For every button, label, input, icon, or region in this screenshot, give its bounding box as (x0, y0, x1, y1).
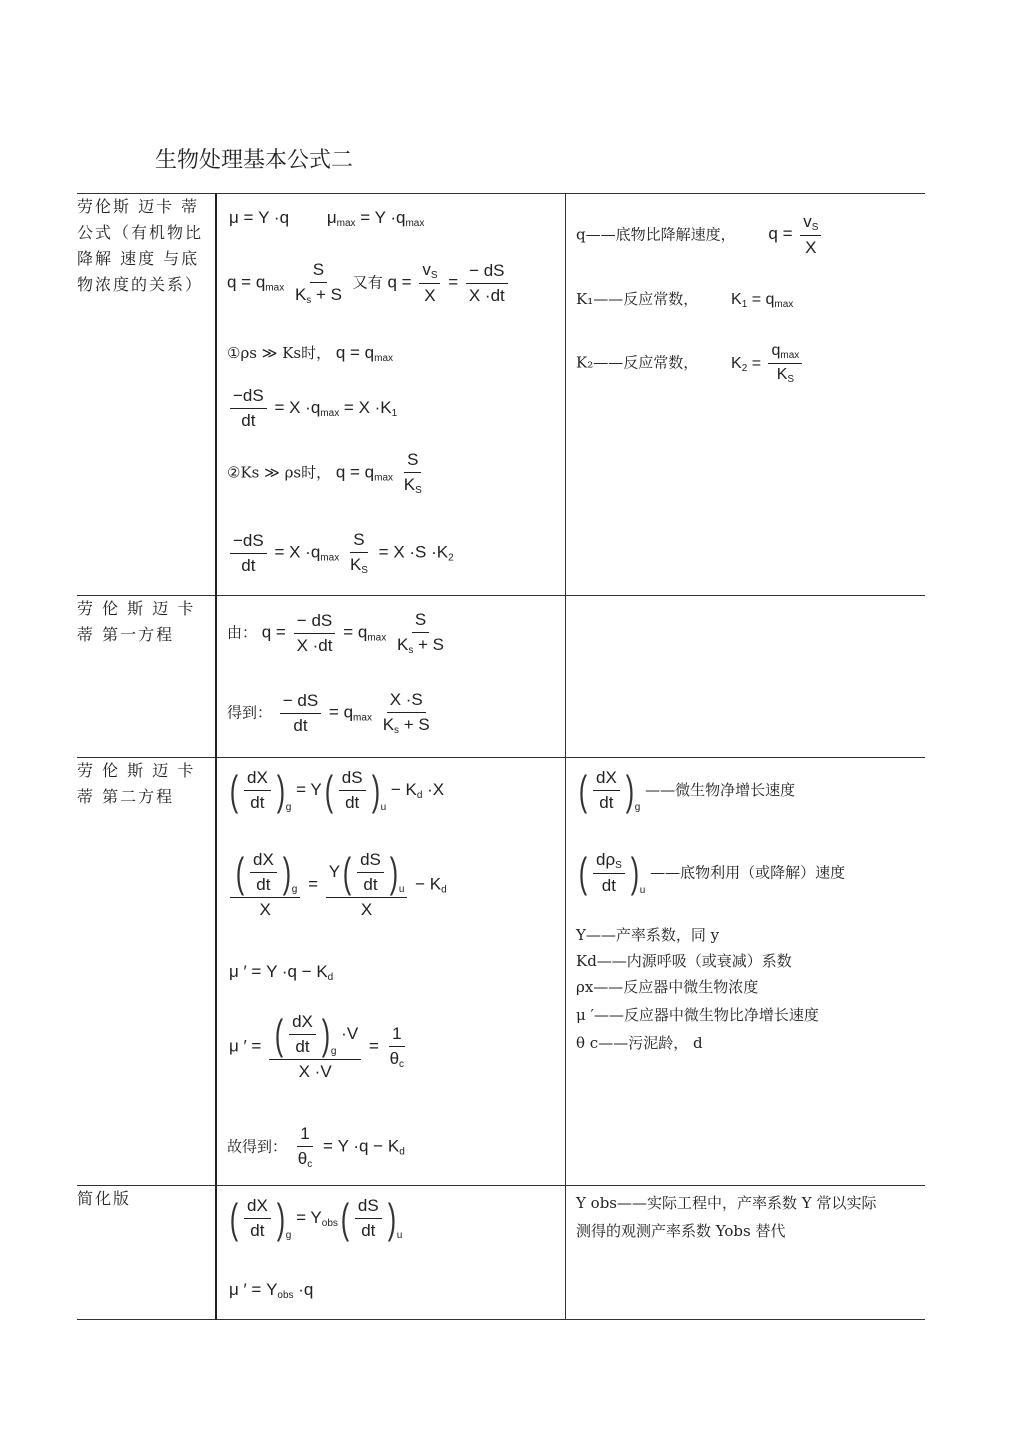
table-row (77, 758, 925, 1186)
second-equation: ( $\frac{dX}{dt}$ ) g = Y ( $\frac{dS}{dt}$ ) u − $K_d \cdot X$ (229, 766, 445, 814)
formula-cell (216, 596, 566, 758)
formula-table (77, 193, 925, 1320)
formula-case2-rate: $\frac{-dS}{dt}$ = $X \cdot q_{max}$ $\frac{S}{K_S}$ = $X \cdot S \cdot K_2$ (227, 530, 454, 576)
yobs-def-line2: 测得的观测产率系数 Yobs 替代 (576, 1222, 786, 1240)
page-title: 生物处理基本公式二 (155, 148, 354, 173)
second-equation-divided: ( $\frac{dX}{dt}$ ) g X = Y ( $\frac{dS}{dt}$ ) u X − $K_d$ (227, 850, 447, 920)
utilization-rate-def: ( $\frac{d\rho_S}{dt}$ ) u ——底物利用（或降解）速度 (578, 849, 846, 896)
formula-case1-rate: $\frac{-dS}{dt}$ = $X \cdot q_{max} = X \cdot K_1$ (227, 386, 397, 431)
table-row (77, 1186, 925, 1320)
k2-definition: K₂——反应常数， $K_2$ = $\frac{q_{max}}{K_S}$ (576, 342, 805, 385)
explanation-cell (566, 194, 926, 596)
table-row (77, 194, 925, 596)
formula-cell (216, 194, 566, 596)
biomass-concentration-def: ρx——反应器中微生物浓度 (576, 978, 759, 996)
row-label: 劳 伦 斯 迈 卡 蒂 第一方程 (77, 596, 216, 758)
formula-q: $q = q_{max}$ $\frac{S}{K_s + S}$ 又有 q = $\frac{v_S}{X}$ = $\frac{- dS}{X \cdot dt}$ (227, 260, 511, 306)
row-label: 简化版 (77, 1186, 216, 1320)
formula-cell (216, 758, 566, 1186)
mu-prime-theta: μ ′ = ( $\frac{dX}{dt}$ ) g ·V X ·V = $\frac{1}{\theta_c}$ (229, 1010, 405, 1081)
growth-rate-def: ( $\frac{dX}{dt}$ ) g ——微生物净增长速度 (578, 766, 796, 814)
k1-definition: K₁——反应常数， $K_1 = q_{max}$ (576, 290, 794, 310)
q-definition: q——底物比降解速度， q = $\frac{v_S}{X}$ (576, 212, 824, 258)
formula-case1: ①ρs ≫ Ks时， $q = q_{max}$ (227, 343, 394, 364)
first-equation-from: 由： q = $\frac{- dS}{X \cdot dt}$ = $q_{max}$ $\frac{S}{K_s + S}$ (227, 610, 445, 656)
formula-case2: ②Ks ≫ ρs时， $q = q_{max}$ $\frac{S}{K_S}$ (227, 450, 422, 496)
sludge-age-result: 故得到： $\frac{1}{\theta_c}$ = $Y \cdot q - K_d$ (227, 1124, 405, 1170)
yield-coefficient-def: Y——产率系数，同 y (576, 926, 720, 944)
formula-cell (216, 1186, 566, 1320)
explanation-cell (566, 1186, 926, 1320)
simplified-equation: ( $\frac{dX}{dt}$ ) g = $Y_{obs}$ ( $\frac{dS}{dt}$ ) u (229, 1194, 403, 1242)
yobs-def-line1: Y obs——实际工程中，产率系数 Y 常以实际 (576, 1194, 877, 1212)
explanation-cell (566, 758, 926, 1186)
specific-growth-rate-def: μ ′——反应器中微生物比净增长速度 (576, 1006, 819, 1024)
decay-coefficient-def: Kd——内源呼吸（或衰减）系数 (576, 952, 792, 970)
table-row (77, 596, 925, 758)
formula-mu: μ = Y ·q $\mu_{max} = Y \cdot q_{max}$ (229, 208, 425, 229)
explanation-cell (566, 596, 926, 758)
row-label: 劳 伦 斯 迈 卡 蒂 第二方程 (77, 758, 216, 1186)
row-label: 劳伦斯 迈卡 蒂公式（有机物比降解 速度 与底物浓度的关系） (77, 194, 216, 596)
simplified-mu: μ ′ = $Y_{obs} \cdot q$ (229, 1280, 314, 1301)
mu-prime: μ ′ = $Y \cdot q - K_d$ (229, 962, 334, 983)
sludge-age-def: θ c——污泥龄， d (576, 1034, 703, 1052)
first-equation-result: 得到： $\frac{- dS}{dt}$ = $q_{max}$ $\frac{X \cdot S}{K_s + S}$ (227, 690, 430, 736)
